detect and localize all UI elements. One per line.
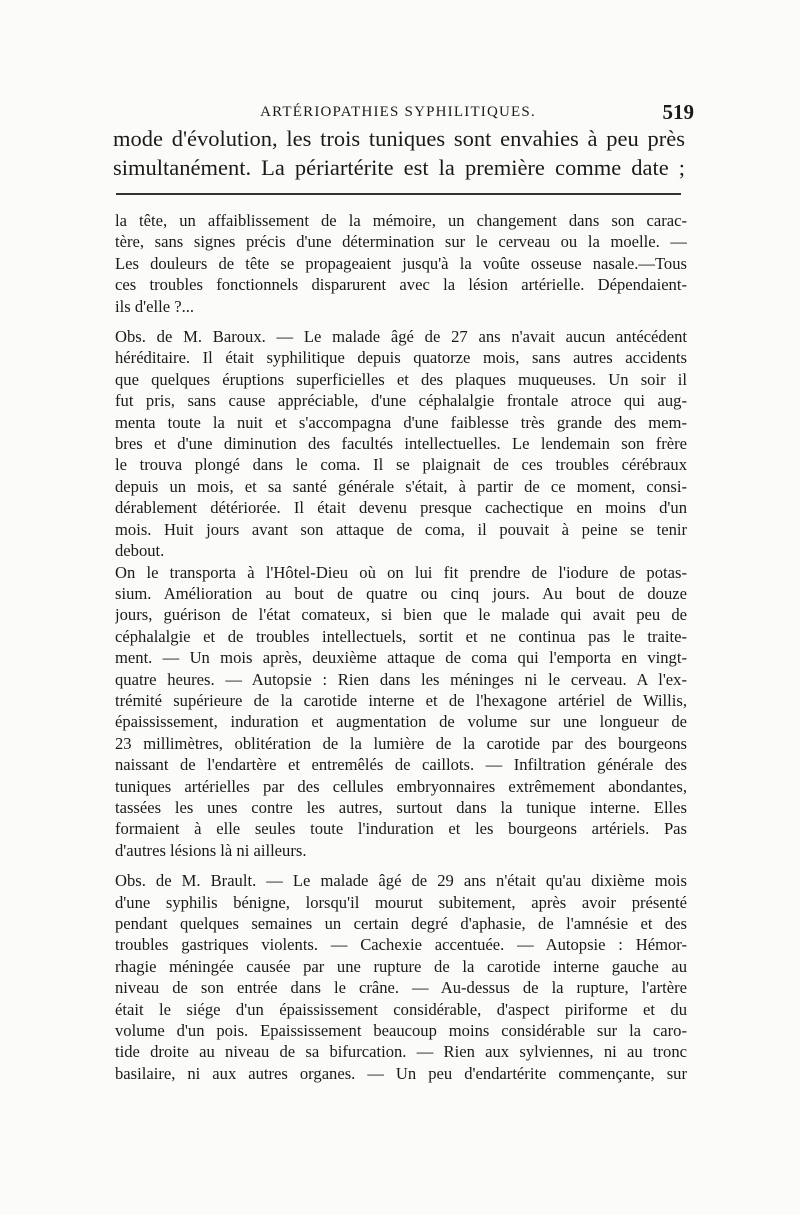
footnote-rule — [116, 193, 681, 195]
footnote-paragraph — [115, 562, 687, 862]
footnote-line: la tête, un affaiblissement de la mémoire, un changement dans son carac- — [115, 211, 687, 230]
footnote-line: menta toute la nuit et s'accompagna d'une faiblesse très grande des mem- — [115, 412, 687, 432]
footnote-line: ment. — Un mois après, deuxième attaque de coma qui l'emporta en vingt- — [115, 648, 687, 668]
footnote-line: rhagie méningée causée par une rupture de la carotide interne gauche au — [115, 956, 687, 976]
footnote-line: fut pris, sans cause appréciable, d'une céphalalgie frontale atroce qui aug- — [115, 391, 687, 411]
footnote-line: sium. Amélioration au bout de quatre ou cinq jours. Au bout de douze — [115, 583, 687, 603]
footnote-line: niveau de son entrée dans le crâne. — Au-dessus de la rupture, l'artère — [115, 978, 687, 998]
footnote-line: que quelques éruptions superficielles et des plaques muqueuses. Un soir il — [115, 369, 687, 389]
main-text — [113, 124, 685, 182]
footnote-line: tassées les unes contre les autres, surtout dans la tunique interne. Elles — [115, 797, 687, 817]
footnote-line: volume d'un pois. Epaississement beaucoup moins considérable sur la caro- — [115, 1021, 687, 1041]
footnote-line: d'une syphilis bénigne, lorsqu'il mourut subitement, après avoir présenté — [115, 892, 687, 912]
footnote-line: debout. — [115, 541, 165, 561]
footnote-line: Les douleurs de tête se propageaient jusqu'à la voûte osseuse nasale.—Tous — [115, 253, 687, 273]
main-text-line: simultanément. La périartérite est la première comme date ; — [113, 155, 685, 180]
footnote-line: tuniques artérielles par des cellules embryonnaires extrêmement abondantes, — [115, 776, 687, 796]
footnote-line: 23 millimètres, oblitération de la lumière de la carotide par des bourgeons — [115, 733, 687, 753]
page-number: 519 — [662, 100, 694, 124]
footnote-line: céphalalgie et de troubles intellectuels, sortit et ne continua pas le traite- — [115, 626, 687, 646]
footnote-line: dérablement détériorée. Il était devenu presque cachectique en moins d'un — [115, 498, 687, 518]
footnote-line: trémité supérieure de la carotide interne et de l'hexagone artériel de Willis, — [115, 690, 687, 710]
footnote-line: bres et d'une diminution des facultés intellectuelles. Le lendemain son frère — [115, 434, 687, 454]
main-text-line: mode d'évolution, les trois tuniques sont envahies à peu près — [113, 126, 685, 151]
footnote-line: le trouva plongé dans le coma. Il se plaignait de ces troubles cérébraux — [115, 455, 687, 475]
footnote-line: naissant de l'endartère et entremêlés de caillots. — Infiltration générale des — [115, 755, 687, 775]
footnote-line: mois. Huit jours avant son attaque de coma, il pouvait à peine se tenir — [115, 519, 687, 539]
footnote-paragraph — [115, 870, 687, 1084]
footnote-line: troubles gastriques violents. — Cachexie accentuée. — Autopsie : Hémor- — [115, 935, 687, 955]
footnote-line: tère, sans signes précis d'une détermination sur le cerveau ou la moelle. — — [115, 232, 687, 252]
footnote-paragraph — [115, 326, 687, 561]
footnote-line: formaient à elle seules toute l'induration et les bourgeons artériels. Pas — [115, 819, 687, 839]
footnote-line: jours, guérison de l'état comateux, si bien que le malade qui avait peu de — [115, 605, 687, 625]
footnote-line: pendant quelques semaines un certain degré d'aphasie, de l'amnésie et des — [115, 914, 687, 933]
footnote-line: épaississement, induration et augmentation de volume sur une longueur de — [115, 712, 687, 732]
footnote-line: était le siége d'un épaississement considérable, d'aspect piriforme et du — [115, 999, 687, 1019]
footnote-line: tide droite au niveau de sa bifurcation. — Rien aux sylviennes, ni au tronc — [115, 1042, 687, 1062]
footnote-line: Obs. de M. Brault. — Le malade âgé de 29 ans n'était qu'au dixième mois — [115, 871, 687, 891]
footnote-line: basilaire, ni aux autres organes. — Un peu d'endartérite commençante, sur — [115, 1063, 687, 1083]
footnote-line: depuis un mois, et sa santé générale s'était, à partir de ce moment, consi- — [115, 476, 687, 496]
footnote-paragraph — [115, 210, 687, 317]
footnote-line: Obs. de M. Baroux. — Le malade âgé de 27 ans n'avait aucun antécédent — [115, 327, 687, 347]
footnote-line: On le transporta à l'Hôtel-Dieu où on lui fit prendre de l'iodure de potas- — [115, 562, 687, 582]
footnote-line: héréditaire. Il était syphilitique depuis quatorze mois, sans autres accidents — [115, 348, 687, 368]
running-title: ARTÉRIOPATHIES SYPHILITIQUES. — [260, 104, 536, 120]
footnote-line: d'autres lésions là ni ailleurs. — [115, 840, 307, 860]
footnote-line: ils d'elle ?... — [115, 296, 195, 316]
running-head — [110, 100, 694, 126]
footnote-line: quatre heures. — Autopsie : Rien dans les méninges ni le cerveau. A l'ex- — [115, 669, 687, 689]
footnote-line: ces troubles fonctionnels disparurent avec la lésion artérielle. Dépendaient- — [115, 275, 687, 295]
footnotes — [115, 210, 687, 1084]
